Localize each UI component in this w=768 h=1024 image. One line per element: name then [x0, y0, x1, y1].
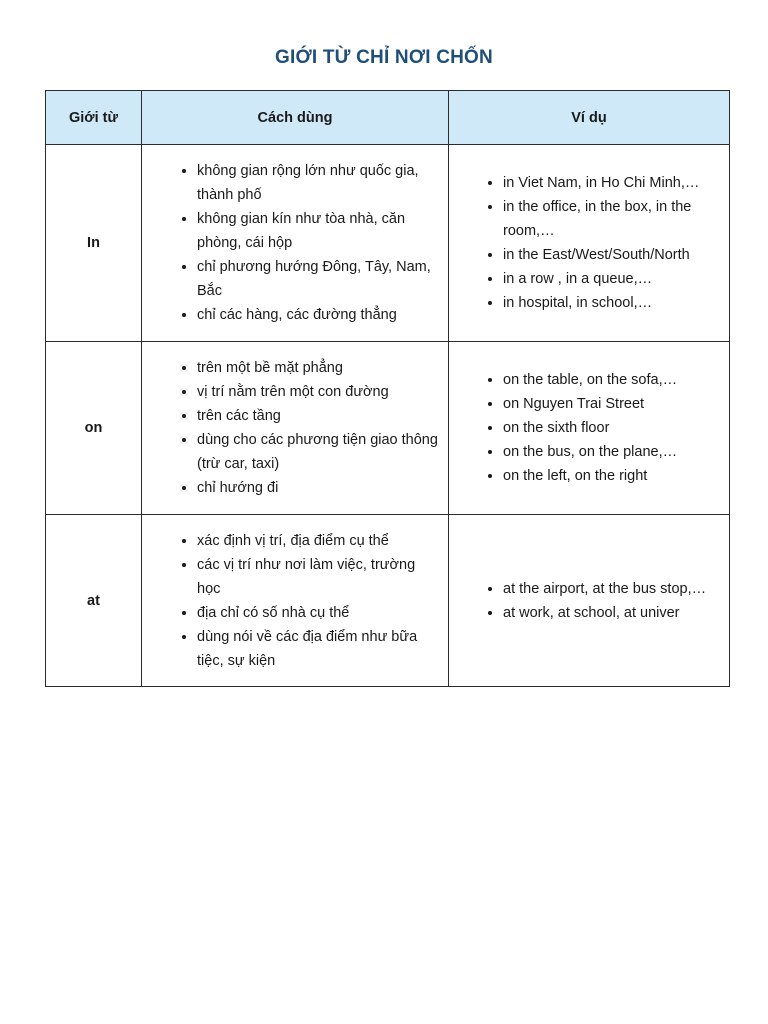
table-row-in	[46, 145, 730, 342]
usage-item: • trên một bề mặt phẳng	[197, 356, 442, 380]
usage-item: • dùng nói về các địa điểm như bữa tiệc, sự kiện	[197, 625, 442, 673]
example-cell	[449, 342, 730, 515]
usage-list	[142, 529, 448, 673]
usage-item: • trên các tầng	[197, 404, 442, 428]
usage-item: • xác định vị trí, địa điểm cụ thể	[197, 529, 442, 553]
usage-item: • chỉ các hàng, các đường thẳng	[197, 303, 442, 327]
usage-cell	[142, 342, 449, 515]
example-item: • on Nguyen Trai Street	[503, 392, 725, 416]
header-example: Ví dụ	[449, 91, 730, 145]
example-cell	[449, 145, 730, 342]
table-header-row	[46, 91, 730, 145]
usage-item: • không gian kín như tòa nhà, căn phòng, cái hộp	[197, 207, 442, 255]
header-preposition: Giới từ	[46, 91, 142, 145]
usage-list	[142, 356, 448, 500]
table-row-at	[46, 515, 730, 687]
preposition-cell: on	[46, 342, 142, 515]
table-row-on	[46, 342, 730, 515]
usage-list	[142, 159, 448, 327]
example-item: • in the East/West/South/North	[503, 243, 725, 267]
usage-item: • chỉ phương hướng Đông, Tây, Nam, Bắc	[197, 255, 442, 303]
preposition-cell: at	[46, 515, 142, 687]
header-usage: Cách dùng	[142, 91, 449, 145]
usage-item: • các vị trí như nơi làm việc, trường học	[197, 553, 442, 601]
usage-item: • vị trí nằm trên một con đường	[197, 380, 442, 404]
example-item: • at work, at school, at univer	[503, 601, 725, 625]
page-title: GIỚI TỪ CHỈ NƠI CHỐN	[275, 47, 493, 68]
example-list	[449, 171, 729, 315]
example-item: • on the bus, on the plane,…	[503, 440, 725, 464]
example-list	[449, 368, 729, 488]
example-item: • in hospital, in school,…	[503, 291, 725, 315]
prepositions-table	[45, 90, 730, 687]
example-item: • on the left, on the right	[503, 464, 725, 488]
usage-item: • chỉ hướng đi	[197, 476, 442, 500]
usage-item: • không gian rộng lớn như quốc gia, thành phố	[197, 159, 442, 207]
example-item: • in the office, in the box, in the room,…	[503, 195, 725, 243]
usage-cell	[142, 515, 449, 687]
example-item: • at the airport, at the bus stop,…	[503, 577, 725, 601]
example-item: • in a row , in a queue,…	[503, 267, 725, 291]
example-cell	[449, 515, 730, 687]
usage-item: • dùng cho các phương tiện giao thông (trừ car, taxi)	[197, 428, 442, 476]
example-item: • on the sixth floor	[503, 416, 725, 440]
example-item: • on the table, on the sofa,…	[503, 368, 725, 392]
example-item: • in Viet Nam, in Ho Chi Minh,…	[503, 171, 725, 195]
usage-cell	[142, 145, 449, 342]
example-list	[449, 577, 729, 625]
usage-item: • địa chỉ có số nhà cụ thể	[197, 601, 442, 625]
preposition-cell: In	[46, 145, 142, 342]
